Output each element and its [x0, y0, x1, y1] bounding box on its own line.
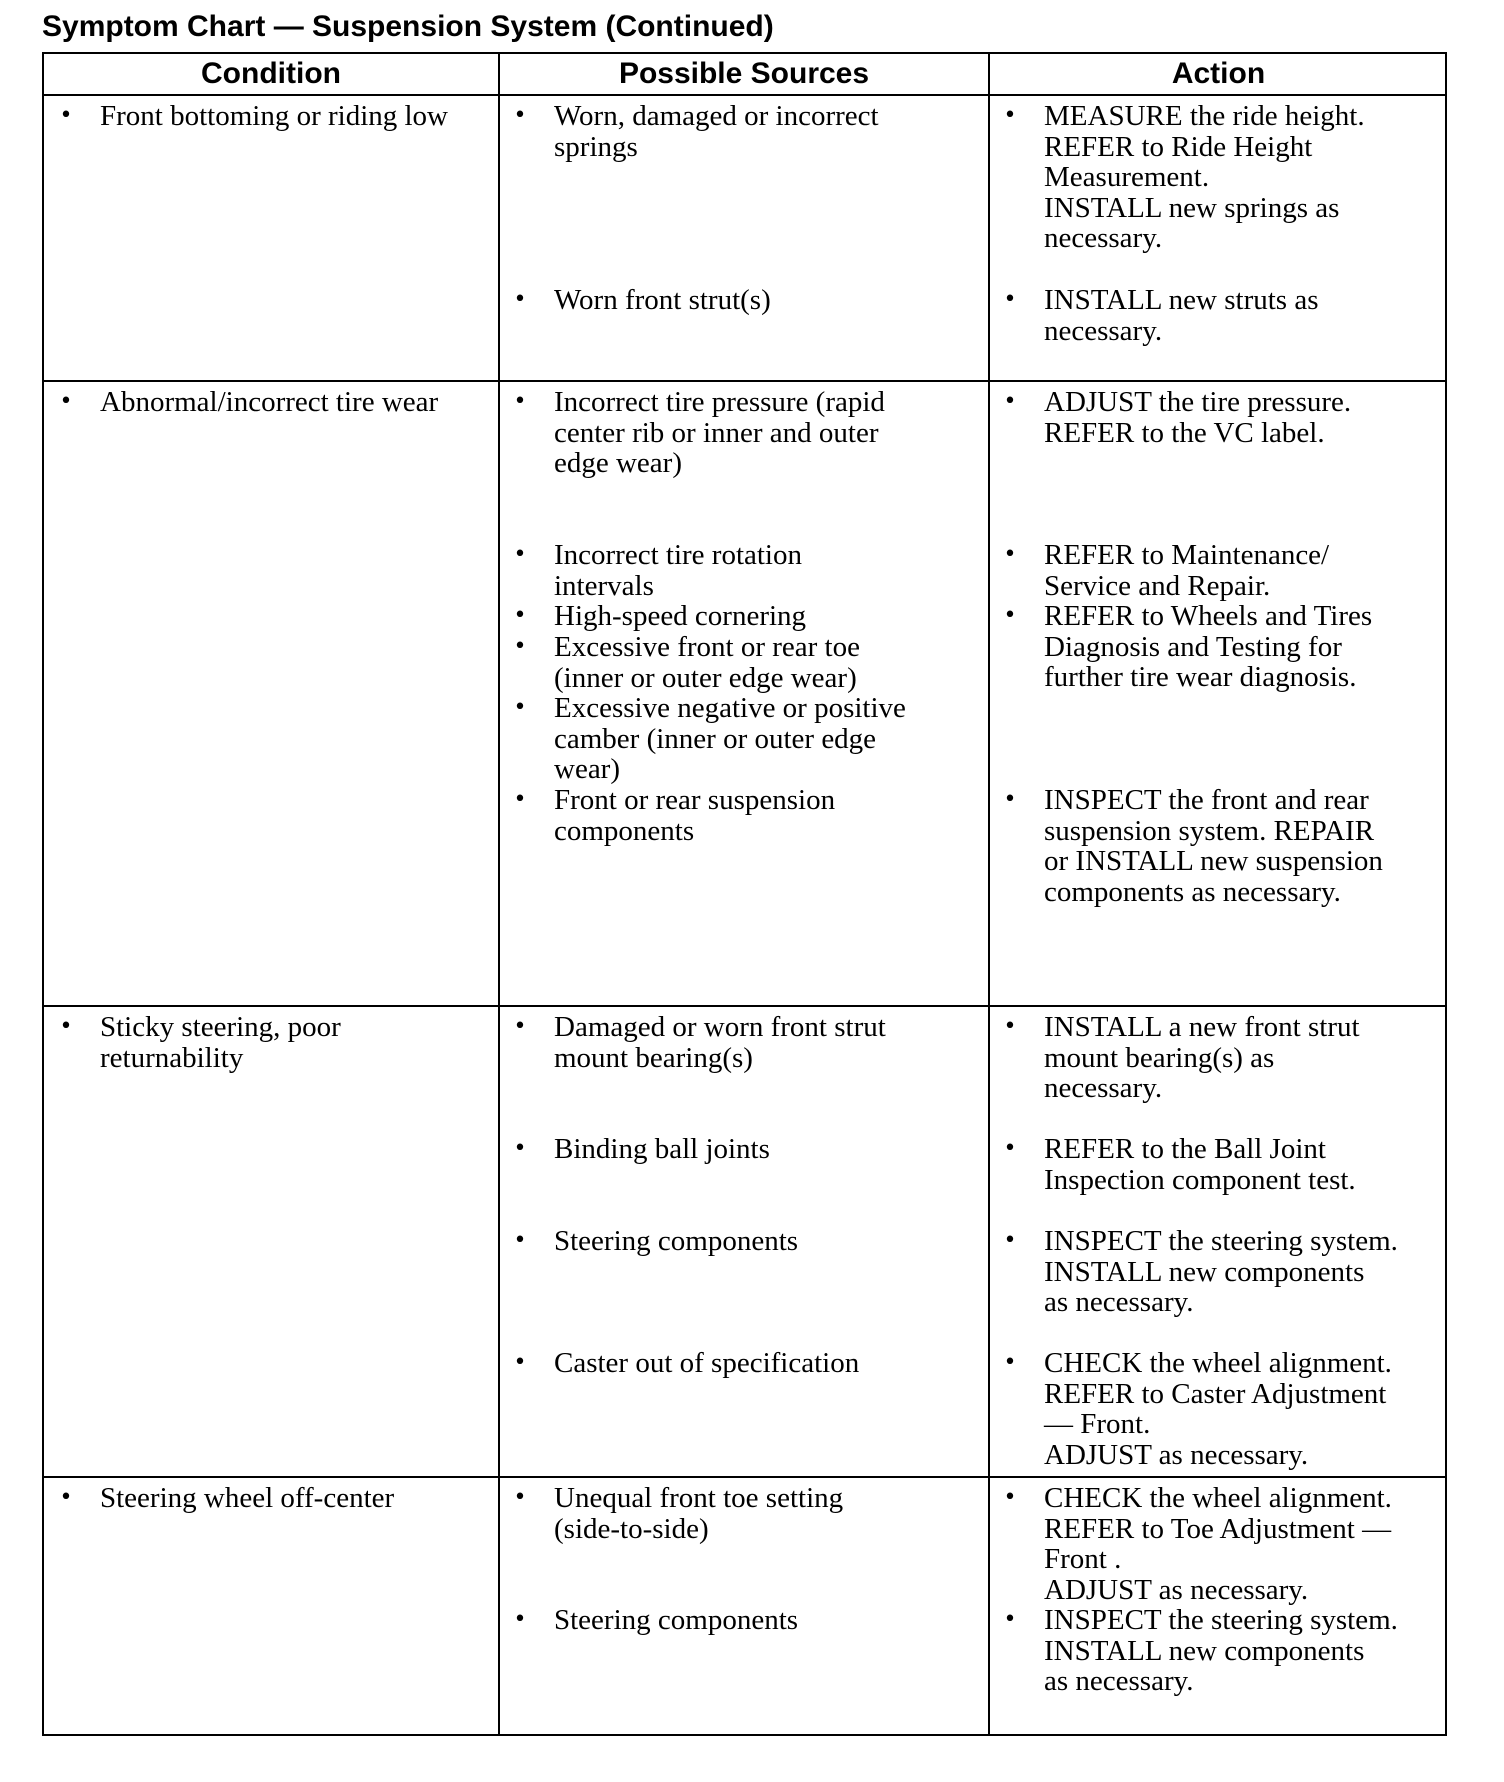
- bullet-icon: •: [513, 103, 527, 128]
- action-item: • CHECK the wheel alignment. REFER to Caster Adjustment — Front. ADJUST as necessary.: [1044, 1348, 1444, 1470]
- condition-cell: • Sticky steering, poor returnability: [100, 1012, 490, 1073]
- source-item: • Incorrect tire rotation intervals: [554, 540, 999, 601]
- source-item: • Worn front strut(s): [554, 285, 999, 316]
- action-item: • INSPECT the steering system. INSTALL new components as necessary.: [1044, 1226, 1444, 1318]
- column-header-possible-sources: Possible Sources: [618, 57, 870, 90]
- page-title: Symptom Chart — Suspension System (Continued): [42, 10, 774, 43]
- bullet-icon: •: [1003, 1228, 1017, 1253]
- bullet-icon: •: [1003, 603, 1017, 628]
- bullet-icon: •: [1003, 1014, 1017, 1039]
- bullet-icon: •: [513, 634, 527, 659]
- row-divider: [44, 380, 1445, 382]
- column-divider: [498, 54, 500, 1734]
- action-item: • INSPECT the steering system. INSTALL new components as necessary.: [1044, 1605, 1444, 1697]
- bullet-icon: •: [1003, 389, 1017, 414]
- bullet-icon: •: [513, 287, 527, 312]
- source-item: • Unequal front toe setting (side-to-side): [554, 1483, 999, 1544]
- action-item: • INSTALL new struts as necessary.: [1044, 285, 1444, 346]
- header-divider: [44, 94, 1445, 96]
- bullet-icon: •: [1003, 1136, 1017, 1161]
- bullet-icon: •: [1003, 287, 1017, 312]
- row-divider: [44, 1476, 1445, 1478]
- bullet-icon: •: [1003, 1350, 1017, 1375]
- bullet-icon: •: [1003, 787, 1017, 812]
- bullet-icon: •: [1003, 542, 1017, 567]
- action-item: • CHECK the wheel alignment. REFER to Toe Adjustment — Front . ADJUST as necessary.: [1044, 1483, 1444, 1605]
- bullet-icon: •: [513, 1350, 527, 1375]
- action-item: • INSTALL a new front strut mount bearing(s) as necessary.: [1044, 1012, 1444, 1104]
- condition-cell: • Front bottoming or riding low: [100, 101, 490, 132]
- bullet-icon: •: [513, 1607, 527, 1632]
- source-item: • Caster out of specification: [554, 1348, 999, 1379]
- bullet-icon: •: [513, 1228, 527, 1253]
- source-item: • Incorrect tire pressure (rapid center rib or inner and outer edge wear): [554, 387, 999, 479]
- bullet-icon: •: [513, 1485, 527, 1510]
- action-item: • ADJUST the tire pressure. REFER to the VC label.: [1044, 387, 1444, 448]
- source-item: • Excessive negative or positive camber (inner or outer edge wear): [554, 693, 999, 785]
- bullet-icon: •: [513, 1136, 527, 1161]
- action-item: • REFER to Maintenance/ Service and Repair.: [1044, 540, 1444, 601]
- row-divider: [44, 1005, 1445, 1007]
- source-item: • High-speed cornering: [554, 601, 999, 632]
- bullet-icon: •: [59, 103, 73, 128]
- column-header-condition: Condition: [201, 57, 341, 90]
- bullet-icon: •: [513, 542, 527, 567]
- bullet-icon: •: [513, 603, 527, 628]
- bullet-icon: •: [1003, 103, 1017, 128]
- condition-cell: • Steering wheel off-center: [100, 1483, 490, 1514]
- bullet-icon: •: [513, 389, 527, 414]
- column-header-action: Action: [1171, 57, 1266, 90]
- bullet-icon: •: [513, 1014, 527, 1039]
- source-item: • Damaged or worn front strut mount bearing(s): [554, 1012, 999, 1073]
- bullet-icon: •: [1003, 1485, 1017, 1510]
- symptom-chart-table: [42, 52, 1447, 1736]
- source-item: • Excessive front or rear toe (inner or outer edge wear): [554, 632, 999, 693]
- action-item: • INSPECT the front and rear suspension system. REPAIR or INSTALL new suspension components as necessary.: [1044, 785, 1444, 907]
- source-item: • Worn, damaged or incorrect springs: [554, 101, 999, 162]
- bullet-icon: •: [513, 695, 527, 720]
- bullet-icon: •: [1003, 1607, 1017, 1632]
- source-item: • Binding ball joints: [554, 1134, 999, 1165]
- action-item: • MEASURE the ride height. REFER to Ride Height Measurement. INSTALL new springs as necessary.: [1044, 101, 1444, 254]
- source-item: • Front or rear suspension components: [554, 785, 999, 846]
- action-item: • REFER to the Ball Joint Inspection component test.: [1044, 1134, 1444, 1195]
- action-item: • REFER to Wheels and Tires Diagnosis and Testing for further tire wear diagnosis.: [1044, 601, 1444, 693]
- source-item: • Steering components: [554, 1605, 999, 1636]
- bullet-icon: •: [513, 787, 527, 812]
- condition-cell: • Abnormal/incorrect tire wear: [100, 387, 490, 418]
- bullet-icon: •: [59, 389, 73, 414]
- bullet-icon: •: [59, 1485, 73, 1510]
- bullet-icon: •: [59, 1014, 73, 1039]
- source-item: • Steering components: [554, 1226, 999, 1257]
